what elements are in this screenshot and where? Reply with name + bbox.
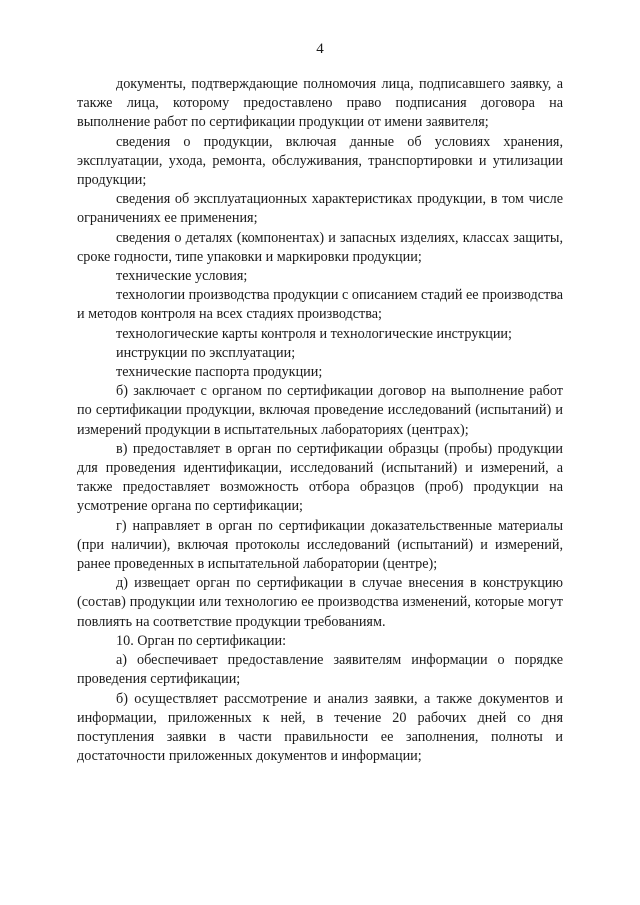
paragraph-item-v-samples: в) предоставляет в орган по сертификации образцы (пробы) продукции для проведения идентификации, исследований (испытаний) и измерений, а также предоставляет возможность отбора образцов (проб) продукции на усмотрение органа по сертификации; <box>77 440 563 515</box>
paragraph-operation-instructions: инструкции по эксплуатации; <box>116 344 296 361</box>
paragraph-item-g-evidence: г) направляет в орган по сертификации доказательственные материалы (при наличии), включая протоколы исследований (испытаний) и измерений, ранее проведенных в испытательной лаборатории (центре); <box>77 517 563 573</box>
paragraph-production-technology: технологии производства продукции с описанием стадий ее производства и методов контроля на всех стадиях производства; <box>77 287 563 323</box>
paragraph-technical-conditions: технические условия; <box>116 268 248 285</box>
paragraph-item-b-review: б) осуществляет рассмотрение и анализ заявки, а также документов и информации, приложенных к ней, в течение 20 рабочих дней со дня поступления заявки в части правильности ее заполнения, полноты и достаточности приложенных документов и информации; <box>77 690 563 765</box>
paragraph-item-a-information: а) обеспечивает предоставление заявителям информации о порядке проведения сертификации; <box>77 652 563 688</box>
paragraph-item-d-notification: д) извещает орган по сертификации в случае внесения в конструкцию (состав) продукции или технологию ее производства изменений, которые могут повлиять на соответствие продукции требованиям. <box>77 575 563 630</box>
paragraph-control-charts: технологические карты контроля и технологические инструкции; <box>116 325 512 342</box>
paragraph-technical-passports: технические паспорта продукции; <box>116 364 323 381</box>
paragraph-authority-documents: документы, подтверждающие полномочия лица, подписавшего заявку, а также лица, которому предоставлено право подписания договора на выполнение работ по сертификации продукции от имени заявителя; <box>77 76 563 131</box>
paragraph-operational-characteristics: сведения об эксплуатационных характеристиках продукции, в том числе ограничениях ее применения; <box>77 191 563 227</box>
page-number: 4 <box>316 41 324 57</box>
paragraph-components-info: сведения о деталях (компонентах) и запасных изделиях, классах защиты, сроке годности, типе упаковки и маркировки продукции; <box>77 229 563 265</box>
document-body <box>77 75 563 766</box>
paragraph-product-info: сведения о продукции, включая данные об условиях хранения, эксплуатации, ухода, ремонта, обслуживания, транспортировки и утилизации продукции; <box>77 133 563 189</box>
paragraph-item-b-contract: б) заключает с органом по сертификации договор на выполнение работ по сертификации продукции, включая проведение исследований (испытаний) и измерений продукции в испытательных лабораториях (центрах); <box>77 383 563 438</box>
paragraph-section-10-heading: 10. Орган по сертификации: <box>116 632 287 649</box>
